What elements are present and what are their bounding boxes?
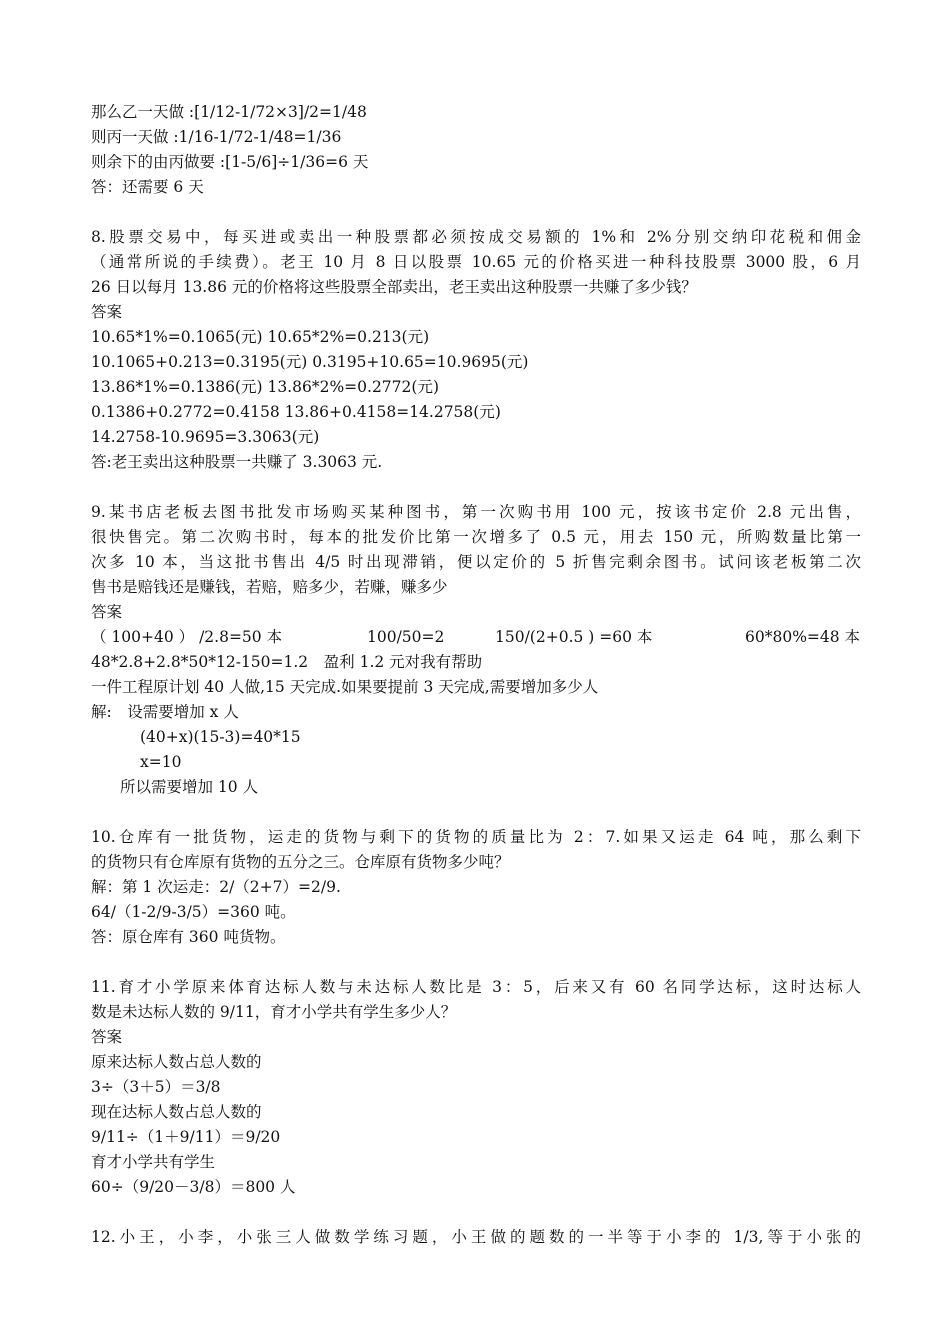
calculation-line: 10.65*1%=0.1065(元) 10.65*2%=0.213(元) <box>91 328 430 346</box>
calculation-cell: 60*80%=48 本 <box>745 628 861 646</box>
equation-line: 9/11÷（1＋9/11）＝9/20 <box>91 1128 281 1146</box>
calculation-cell: 150/(2+0.5 ) =60 本 <box>495 628 653 646</box>
question-8-text: 26 日以每月 13.86 元的价格将这些股票全部卖出，老王卖出这种股票一共赚了多少钱？ <box>91 278 697 296</box>
equation-line: 60÷（9/20－3/8）＝800 人 <box>91 1178 296 1196</box>
answer-heading: 答案 <box>91 603 123 621</box>
answer-heading: 答案 <box>91 303 123 321</box>
question-9-text: 次多 10 本，当这批书售出 4/5 时出现滞销，便以定价的 5 折售完剩余图书。试问该老板第二次 <box>91 553 861 571</box>
equation-line: 3÷（3＋5）＝3/8 <box>91 1078 221 1096</box>
answer-heading: 答案 <box>91 1028 123 1046</box>
solution-line: 64/（1-2/9-3/5）=360 吨。 <box>91 903 296 921</box>
calculation-line: 14.2758-10.9695=3.3063(元) <box>91 428 320 446</box>
question-9-text: 很快售完。第二次购书时，每本的批发价比第一次增多了 0.5 元，用去 150 元，所购数量比第一 <box>91 528 861 546</box>
text-line: 则丙一天做 :1/16-1/72-1/48=1/36 <box>91 128 342 146</box>
calculation-line: 0.1386+0.2772=0.4158 13.86+0.4158=14.2758(元) <box>91 403 501 421</box>
solution-line: 原来达标人数占总人数的 <box>91 1053 262 1071</box>
problem-text: 一件工程原计划 40 人做,15 天完成.如果要提前 3 天完成,需要增加多少人 <box>91 678 599 696</box>
question-10-text: 的货物只有仓库原有货物的五分之三。仓库原有货物多少吨？ <box>91 853 510 871</box>
text-line: 答：还需要 6 天 <box>91 178 204 196</box>
answer-line: 答：原仓库有 360 吨货物。 <box>91 928 286 946</box>
text-line: 则余下的由丙做要 :[1-5/6]÷1/36=6 天 <box>91 153 369 171</box>
question-12-text: 12.小王，小李，小张三人做数学练习题，小王做的题数的一半等于小李的 1/3,等于小张的 <box>91 1228 861 1246</box>
question-9-text: 9.某书店老板去图书批发市场购买某种图书，第一次购书用 100 元，按该书定价 2.8 元出售， <box>91 503 861 521</box>
question-11-text: 数是未达标人数的 9/11，育才小学共有学生多少人？ <box>91 1003 457 1021</box>
solution-line: 现在达标人数占总人数的 <box>91 1103 262 1121</box>
question-8-text: （通常所说的手续费）。老王 10 月 8 日以股票 10.65 元的价格买进一种科技股票 3000 股，6 月 <box>91 253 861 271</box>
question-11-text: 11.育才小学原来体育达标人数与未达标人数比是 3：5，后来又有 60 名同学达标，这时达标人 <box>91 978 861 996</box>
solution-line: 解: 设需要增加 x 人 <box>91 703 239 721</box>
calculation-line: 10.1065+0.213=0.3195(元) 0.3195+10.65=10.9695(元) <box>91 353 529 371</box>
calculation-line: 13.86*1%=0.1386(元) 13.86*2%=0.2772(元) <box>91 378 439 396</box>
answer-line: 答:老王卖出这种股票一共赚了 3.3063 元. <box>91 453 383 471</box>
equation-line: x=10 <box>140 753 182 771</box>
calculation-line: 48*2.8+2.8*50*12-150=1.2 盈利 1.2 元对我有帮助 <box>91 653 483 671</box>
question-9-text: 售书是赔钱还是赚钱，若赔，赔多少，若赚，赚多少 <box>91 578 448 596</box>
equation-line: (40+x)(15-3)=40*15 <box>140 728 301 746</box>
solution-line: 育才小学共有学生 <box>91 1153 216 1171</box>
question-10-text: 10.仓库有一批货物，运走的货物与剩下的货物的质量比为 2：7.如果又运走 64 吨，那么剩下 <box>91 828 861 846</box>
conclusion-line: 所以需要增加 10 人 <box>120 778 259 796</box>
text-line: 那么乙一天做 :[1/12-1/72×3]/2=1/48 <box>91 103 367 121</box>
solution-line: 解：第 1 次运走：2/（2+7）=2/9. <box>91 878 341 896</box>
question-8-text: 8.股票交易中，每买进或卖出一种股票都必须按成交易额的 1%和 2%分别交纳印花税和佣金 <box>91 228 861 246</box>
calculation-cell: （ 100+40 ） /2.8=50 本 <box>91 628 283 646</box>
calculation-cell: 100/50=2 <box>367 628 445 646</box>
